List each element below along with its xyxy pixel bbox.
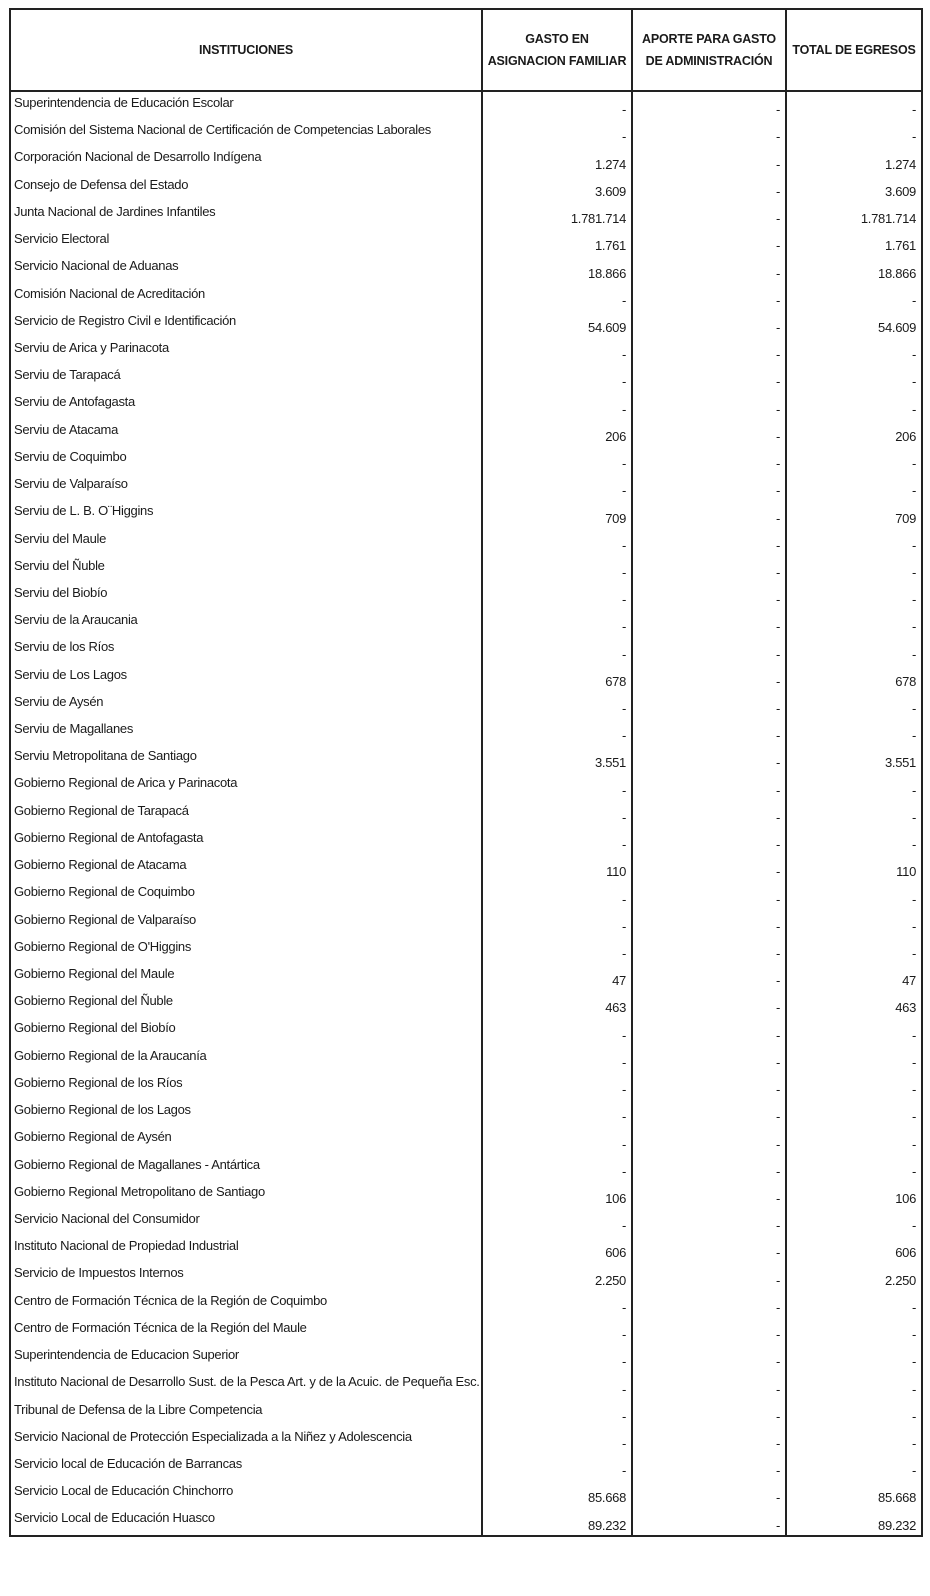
table-row [10,555,922,582]
total-cell: - [786,528,922,555]
table-row [10,391,922,418]
table-row [10,528,922,555]
admin-contribution-cell: - [632,1480,786,1507]
total-cell: 606 [786,1235,922,1262]
total-cell: - [786,827,922,854]
institution-cell: Serviu de Aysén [10,691,482,718]
total-cell: - [786,1453,922,1480]
family-allowance-cell: - [482,1290,632,1317]
admin-contribution-cell: - [632,1045,786,1072]
institution-cell: Gobierno Regional de O'Higgins [10,936,482,963]
institution-cell: Gobierno Regional de la Araucanía [10,1045,482,1072]
institution-cell: Servicio de Registro Civil e Identificación [10,310,482,337]
total-cell: - [786,283,922,310]
admin-contribution-cell: - [632,1181,786,1208]
institution-cell: Serviu de los Ríos [10,636,482,663]
table-row [10,963,922,990]
family-allowance-cell: - [482,528,632,555]
admin-contribution-cell: - [632,772,786,799]
table-header [10,9,922,91]
total-cell: 463 [786,990,922,1017]
family-allowance-cell: - [482,473,632,500]
total-cell: 1.761 [786,228,922,255]
admin-contribution-cell: - [632,1017,786,1044]
table-row [10,1290,922,1317]
family-allowance-cell: - [482,1317,632,1344]
admin-contribution-cell: - [632,500,786,527]
admin-contribution-cell: - [632,337,786,364]
family-allowance-cell: - [482,1017,632,1044]
institution-cell: Corporación Nacional de Desarrollo Indígena [10,146,482,173]
total-cell: - [786,772,922,799]
table-row [10,1453,922,1480]
admin-contribution-cell: - [632,1399,786,1426]
family-allowance-cell: - [482,91,632,119]
family-allowance-cell: 606 [482,1235,632,1262]
institution-cell: Tribunal de Defensa de la Libre Competencia [10,1399,482,1426]
institution-cell: Serviu de Magallanes [10,718,482,745]
family-allowance-cell: - [482,636,632,663]
table-row [10,174,922,201]
admin-contribution-cell: - [632,528,786,555]
institution-cell: Gobierno Regional de Valparaíso [10,909,482,936]
institution-cell: Superintendencia de Educacion Superior [10,1344,482,1371]
header-family-allowance: GASTO EN ASIGNACION FAMILIAR [482,9,632,91]
total-cell: - [786,91,922,119]
total-cell: 85.668 [786,1480,922,1507]
table-row [10,1317,922,1344]
admin-contribution-cell: - [632,391,786,418]
admin-contribution-cell: - [632,91,786,119]
admin-contribution-cell: - [632,446,786,473]
admin-contribution-cell: - [632,718,786,745]
table-row [10,582,922,609]
total-cell: 1.274 [786,146,922,173]
total-cell: 110 [786,854,922,881]
admin-contribution-cell: - [632,146,786,173]
family-allowance-cell: - [482,119,632,146]
total-cell: - [786,337,922,364]
total-cell: 18.866 [786,255,922,282]
total-cell: - [786,1072,922,1099]
family-allowance-cell: - [482,337,632,364]
admin-contribution-cell: - [632,255,786,282]
table-row [10,1181,922,1208]
total-cell: - [786,718,922,745]
family-allowance-cell: - [482,1399,632,1426]
family-allowance-cell: 1.781.714 [482,201,632,228]
institution-cell: Serviu Metropolitana de Santiago [10,745,482,772]
institution-cell: Serviu de Atacama [10,419,482,446]
table-row [10,228,922,255]
total-cell: 709 [786,500,922,527]
total-cell: - [786,1426,922,1453]
admin-contribution-cell: - [632,1507,786,1535]
admin-contribution-cell: - [632,881,786,908]
institution-cell: Serviu del Ñuble [10,555,482,582]
table-row [10,664,922,691]
institution-cell: Gobierno Regional del Ñuble [10,990,482,1017]
total-cell: - [786,1099,922,1126]
table-row [10,1208,922,1235]
institution-cell: Gobierno Regional del Maule [10,963,482,990]
family-allowance-cell: - [482,446,632,473]
table-row [10,881,922,908]
admin-contribution-cell: - [632,691,786,718]
table-row [10,1099,922,1126]
table-row [10,473,922,500]
total-cell: 47 [786,963,922,990]
admin-contribution-cell: - [632,1208,786,1235]
table-row [10,337,922,364]
table-row [10,364,922,391]
family-allowance-cell: 463 [482,990,632,1017]
institution-cell: Instituto Nacional de Desarrollo Sust. de la Pesca Art. y de la Acuic. de Pequeña Esc. [10,1371,482,1398]
family-allowance-cell: - [482,1126,632,1153]
admin-contribution-cell: - [632,664,786,691]
institution-cell: Servicio Local de Educación Chinchorro [10,1480,482,1507]
total-cell: - [786,582,922,609]
admin-contribution-cell: - [632,1099,786,1126]
institution-cell: Serviu de Antofagasta [10,391,482,418]
institution-cell: Superintendencia de Educación Escolar [10,91,482,119]
institution-cell: Comisión Nacional de Acreditación [10,283,482,310]
total-cell: - [786,1045,922,1072]
table-row [10,636,922,663]
family-allowance-cell: - [482,1344,632,1371]
total-cell: - [786,936,922,963]
total-cell: 89.232 [786,1507,922,1535]
admin-contribution-cell: - [632,1371,786,1398]
total-cell: - [786,691,922,718]
family-allowance-cell: 18.866 [482,255,632,282]
table-row [10,1480,922,1507]
table-row [10,1235,922,1262]
institution-cell: Gobierno Regional de Coquimbo [10,881,482,908]
table-row [10,718,922,745]
admin-contribution-cell: - [632,827,786,854]
institution-cell: Servicio Electoral [10,228,482,255]
family-allowance-cell: 1.274 [482,146,632,173]
table-row [10,1344,922,1371]
admin-contribution-cell: - [632,419,786,446]
table-row [10,1017,922,1044]
admin-contribution-cell: - [632,555,786,582]
table-row [10,745,922,772]
table-row [10,827,922,854]
total-cell: - [786,609,922,636]
total-cell: - [786,881,922,908]
family-allowance-cell: - [482,1154,632,1181]
family-allowance-cell: 106 [482,1181,632,1208]
family-allowance-cell: - [482,800,632,827]
family-allowance-cell: - [482,364,632,391]
admin-contribution-cell: - [632,1290,786,1317]
total-cell: 206 [786,419,922,446]
family-allowance-cell: - [482,582,632,609]
family-allowance-cell: - [482,827,632,854]
institution-cell: Gobierno Regional de Atacama [10,854,482,881]
header-total: TOTAL DE EGRESOS [786,9,922,91]
table-row [10,1262,922,1289]
family-allowance-cell: 85.668 [482,1480,632,1507]
admin-contribution-cell: - [632,963,786,990]
admin-contribution-cell: - [632,1317,786,1344]
admin-contribution-cell: - [632,1126,786,1153]
header-institutions: INSTITUCIONES [10,9,482,91]
institution-cell: Junta Nacional de Jardines Infantiles [10,201,482,228]
institution-cell: Serviu del Maule [10,528,482,555]
admin-contribution-cell: - [632,1426,786,1453]
admin-contribution-cell: - [632,119,786,146]
institution-cell: Servicio Nacional de Aduanas [10,255,482,282]
admin-contribution-cell: - [632,1235,786,1262]
institution-cell: Gobierno Regional de Antofagasta [10,827,482,854]
table-row [10,691,922,718]
table-row [10,854,922,881]
table-row [10,446,922,473]
family-allowance-cell: - [482,936,632,963]
total-cell: - [786,1126,922,1153]
expenses-table [9,8,923,1537]
admin-contribution-cell: - [632,228,786,255]
table-row [10,283,922,310]
table-row [10,255,922,282]
family-allowance-cell: 678 [482,664,632,691]
family-allowance-cell: - [482,691,632,718]
family-allowance-cell: - [482,609,632,636]
admin-contribution-cell: - [632,1262,786,1289]
admin-contribution-cell: - [632,283,786,310]
admin-contribution-cell: - [632,473,786,500]
total-cell: - [786,473,922,500]
total-cell: - [786,909,922,936]
admin-contribution-cell: - [632,310,786,337]
family-allowance-cell: 54.609 [482,310,632,337]
table-row [10,1507,922,1535]
table-row [10,936,922,963]
institution-cell: Gobierno Regional de los Lagos [10,1099,482,1126]
total-cell: - [786,1290,922,1317]
institution-cell: Serviu de la Araucania [10,609,482,636]
total-cell: - [786,1371,922,1398]
institution-cell: Serviu de Los Lagos [10,664,482,691]
table-row [10,1426,922,1453]
table-row [10,91,922,119]
admin-contribution-cell: - [632,1072,786,1099]
family-allowance-cell: - [482,283,632,310]
total-cell: - [786,446,922,473]
admin-contribution-cell: - [632,1154,786,1181]
table-row [10,609,922,636]
total-cell: 1.781.714 [786,201,922,228]
table-body [10,91,922,1536]
table-row [10,1371,922,1398]
family-allowance-cell: 110 [482,854,632,881]
header-row [10,9,922,91]
total-cell: - [786,1017,922,1044]
family-allowance-cell: - [482,1453,632,1480]
admin-contribution-cell: - [632,364,786,391]
header-admin-contribution: APORTE PARA GASTO DE ADMINISTRACIÓN [632,9,786,91]
institution-cell: Instituto Nacional de Propiedad Industrial [10,1235,482,1262]
admin-contribution-cell: - [632,582,786,609]
table-row [10,909,922,936]
institution-cell: Gobierno Regional de Magallanes - Antártica [10,1154,482,1181]
total-cell: 3.551 [786,745,922,772]
family-allowance-cell: 709 [482,500,632,527]
family-allowance-cell: - [482,881,632,908]
institution-cell: Gobierno Regional de los Ríos [10,1072,482,1099]
total-cell: - [786,1344,922,1371]
family-allowance-cell: - [482,1426,632,1453]
table-row [10,1045,922,1072]
family-allowance-cell: 206 [482,419,632,446]
family-allowance-cell: - [482,391,632,418]
family-allowance-cell: - [482,1045,632,1072]
institution-cell: Servicio local de Educación de Barrancas [10,1453,482,1480]
admin-contribution-cell: - [632,800,786,827]
admin-contribution-cell: - [632,201,786,228]
institution-cell: Serviu del Biobío [10,582,482,609]
family-allowance-cell: 2.250 [482,1262,632,1289]
total-cell: 106 [786,1181,922,1208]
table-row [10,310,922,337]
total-cell: - [786,1317,922,1344]
admin-contribution-cell: - [632,174,786,201]
total-cell: 3.609 [786,174,922,201]
admin-contribution-cell: - [632,636,786,663]
institution-cell: Consejo de Defensa del Estado [10,174,482,201]
institution-cell: Serviu de Arica y Parinacota [10,337,482,364]
total-cell: - [786,391,922,418]
table-row [10,119,922,146]
family-allowance-cell: - [482,718,632,745]
institution-cell: Gobierno Regional de Arica y Parinacota [10,772,482,799]
institution-cell: Serviu de Coquimbo [10,446,482,473]
institution-cell: Servicio de Impuestos Internos [10,1262,482,1289]
table-row [10,1072,922,1099]
total-cell: 54.609 [786,310,922,337]
family-allowance-cell: 47 [482,963,632,990]
institution-cell: Serviu de Tarapacá [10,364,482,391]
table-row [10,772,922,799]
family-allowance-cell: 3.551 [482,745,632,772]
family-allowance-cell: - [482,1371,632,1398]
institution-cell: Servicio Local de Educación Huasco [10,1507,482,1535]
family-allowance-cell: - [482,1208,632,1235]
admin-contribution-cell: - [632,609,786,636]
family-allowance-cell: - [482,909,632,936]
total-cell: - [786,364,922,391]
institution-cell: Servicio Nacional del Consumidor [10,1208,482,1235]
family-allowance-cell: 3.609 [482,174,632,201]
admin-contribution-cell: - [632,1344,786,1371]
admin-contribution-cell: - [632,936,786,963]
family-allowance-cell: 89.232 [482,1507,632,1535]
institution-cell: Gobierno Regional del Biobío [10,1017,482,1044]
family-allowance-cell: - [482,772,632,799]
table-row [10,990,922,1017]
institution-cell: Centro de Formación Técnica de la Región del Maule [10,1317,482,1344]
family-allowance-cell: 1.761 [482,228,632,255]
table-row [10,201,922,228]
total-cell: - [786,1154,922,1181]
institution-cell: Servicio Nacional de Protección Especializada a la Niñez y Adolescencia [10,1426,482,1453]
total-cell: - [786,636,922,663]
table-row [10,800,922,827]
table-row [10,1126,922,1153]
institution-cell: Gobierno Regional de Aysén [10,1126,482,1153]
institution-cell: Comisión del Sistema Nacional de Certificación de Competencias Laborales [10,119,482,146]
table-row [10,419,922,446]
total-cell: - [786,1208,922,1235]
family-allowance-cell: - [482,555,632,582]
table-row [10,1399,922,1426]
table-row [10,500,922,527]
admin-contribution-cell: - [632,745,786,772]
table-row [10,146,922,173]
institution-cell: Serviu de Valparaíso [10,473,482,500]
admin-contribution-cell: - [632,854,786,881]
institution-cell: Gobierno Regional de Tarapacá [10,800,482,827]
total-cell: 2.250 [786,1262,922,1289]
institution-cell: Serviu de L. B. O¨Higgins [10,500,482,527]
total-cell: - [786,555,922,582]
admin-contribution-cell: - [632,990,786,1017]
family-allowance-cell: - [482,1072,632,1099]
total-cell: - [786,1399,922,1426]
admin-contribution-cell: - [632,909,786,936]
institution-cell: Centro de Formación Técnica de la Región de Coquimbo [10,1290,482,1317]
admin-contribution-cell: - [632,1453,786,1480]
table-row [10,1154,922,1181]
family-allowance-cell: - [482,1099,632,1126]
total-cell: 678 [786,664,922,691]
institution-cell: Gobierno Regional Metropolitano de Santiago [10,1181,482,1208]
total-cell: - [786,119,922,146]
total-cell: - [786,800,922,827]
